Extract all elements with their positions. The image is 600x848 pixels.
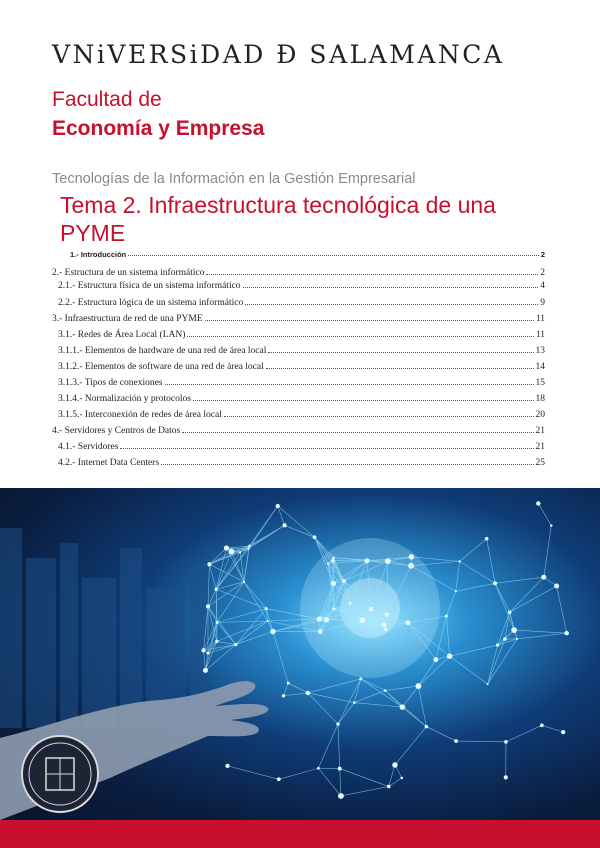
network-link bbox=[209, 564, 216, 589]
network-node bbox=[283, 523, 287, 527]
network-link bbox=[340, 769, 341, 796]
toc-entry-page: 15 bbox=[535, 378, 545, 388]
document-title: Tema 2. Infraestructura tecnológica de una PYME bbox=[60, 192, 496, 246]
network-link bbox=[283, 693, 307, 696]
network-node bbox=[206, 604, 210, 608]
toc-entry-label: 3.1.- Redes de Área Local (LAN) bbox=[58, 330, 186, 340]
network-node bbox=[496, 643, 499, 646]
toc-entry-page: 18 bbox=[535, 394, 545, 404]
network-node bbox=[487, 683, 489, 685]
toc-entry-label: 3.1.5.- Interconexión de redes de área local bbox=[58, 410, 222, 420]
network-node bbox=[359, 677, 362, 680]
toc-entry-label: 4.2.- Internet Data Centers bbox=[58, 458, 160, 468]
network-link bbox=[338, 703, 354, 724]
network-node bbox=[282, 694, 285, 697]
network-node bbox=[224, 545, 229, 550]
network-link bbox=[208, 582, 244, 607]
network-link bbox=[273, 632, 288, 684]
toc-entry[interactable] bbox=[70, 250, 545, 259]
network-link bbox=[236, 621, 268, 645]
toc-entry[interactable] bbox=[58, 442, 545, 452]
network-link bbox=[249, 525, 285, 548]
network-node bbox=[207, 562, 211, 566]
toc-entry-page: 21 bbox=[535, 442, 545, 452]
footer-bar bbox=[0, 820, 600, 848]
network-link bbox=[495, 583, 514, 630]
network-link bbox=[318, 768, 341, 796]
network-node bbox=[206, 652, 209, 655]
toc-entry[interactable] bbox=[52, 426, 545, 436]
toc-entry[interactable] bbox=[52, 314, 545, 324]
subject-name: Tecnologías de la Información en la Gestión Empresarial bbox=[52, 171, 416, 187]
network-link bbox=[354, 691, 385, 703]
network-node bbox=[493, 581, 497, 585]
toc-entry-page: 9 bbox=[540, 298, 545, 308]
toc-entry-page: 14 bbox=[535, 362, 545, 372]
network-node bbox=[267, 620, 269, 622]
toc-entry-page: 13 bbox=[535, 346, 545, 356]
university-name: VNiVERSiDAD Ð SALAMANCA bbox=[52, 40, 505, 69]
network-node bbox=[516, 638, 518, 640]
toc-entry-label: 3.1.2.- Elementos de software de una red de área local bbox=[58, 362, 264, 372]
network-graphic bbox=[0, 488, 600, 820]
network-link bbox=[495, 583, 510, 612]
network-link bbox=[395, 727, 426, 765]
network-node bbox=[406, 620, 411, 625]
network-node bbox=[511, 627, 517, 633]
network-link bbox=[487, 539, 495, 584]
network-link bbox=[460, 539, 487, 562]
toc-entry-page: 2 bbox=[540, 250, 545, 259]
network-link bbox=[217, 622, 236, 644]
network-node bbox=[540, 723, 544, 727]
network-node bbox=[369, 607, 373, 611]
network-link bbox=[510, 586, 557, 612]
network-link bbox=[217, 621, 268, 622]
network-node bbox=[317, 616, 322, 621]
toc-entry-label: 2.1.- Estructura física de un sistema informático bbox=[58, 281, 241, 291]
network-node bbox=[382, 623, 387, 628]
network-node bbox=[541, 575, 546, 580]
network-node bbox=[332, 556, 335, 559]
network-node bbox=[561, 730, 565, 734]
network-node bbox=[384, 612, 388, 616]
network-link bbox=[318, 724, 338, 768]
network-link bbox=[249, 506, 278, 549]
network-link bbox=[446, 591, 455, 616]
network-node bbox=[215, 640, 218, 643]
network-node bbox=[265, 607, 268, 610]
network-link bbox=[228, 766, 279, 779]
network-link bbox=[308, 693, 354, 703]
network-node bbox=[485, 537, 489, 541]
network-node bbox=[276, 504, 280, 508]
network-node bbox=[318, 629, 323, 634]
toc-entry-label: 3.1.3.- Tipos de conexiones bbox=[58, 378, 163, 388]
network-link bbox=[308, 693, 338, 724]
network-link bbox=[538, 503, 551, 525]
network-node bbox=[215, 621, 218, 624]
network-node bbox=[392, 762, 397, 767]
toc-entry[interactable] bbox=[58, 458, 545, 468]
network-node bbox=[415, 683, 421, 689]
network-node bbox=[324, 617, 329, 622]
toc-entry[interactable] bbox=[58, 346, 545, 356]
network-link bbox=[354, 679, 361, 703]
network-link bbox=[450, 645, 498, 656]
toc-entry[interactable] bbox=[58, 410, 545, 420]
network-link bbox=[456, 741, 506, 742]
network-node bbox=[201, 648, 205, 652]
network-node bbox=[387, 785, 391, 789]
network-node bbox=[225, 764, 229, 768]
network-node bbox=[331, 559, 335, 563]
network-node bbox=[331, 581, 336, 586]
network-link bbox=[495, 577, 544, 583]
network-link bbox=[315, 537, 334, 557]
toc-entry[interactable] bbox=[58, 394, 545, 404]
network-node bbox=[332, 607, 335, 610]
toc-entry[interactable] bbox=[58, 362, 545, 372]
network-link bbox=[456, 561, 460, 591]
network-node bbox=[353, 701, 356, 704]
network-link bbox=[209, 564, 244, 582]
network-link bbox=[385, 686, 418, 690]
network-node bbox=[550, 524, 552, 526]
toc-entry-page: 11 bbox=[535, 314, 545, 324]
network-node bbox=[317, 767, 320, 770]
toc-entry-label: 3.1.4.- Normalización y protocolos bbox=[58, 394, 191, 404]
network-node bbox=[248, 547, 250, 549]
faculty-line-2: Economía y Empresa bbox=[52, 117, 265, 140]
network-node bbox=[385, 558, 391, 564]
network-link bbox=[341, 786, 389, 796]
network-link bbox=[361, 679, 385, 691]
network-link bbox=[285, 525, 315, 537]
network-link bbox=[446, 616, 449, 656]
network-node bbox=[287, 682, 290, 685]
network-node bbox=[277, 777, 281, 781]
toc-entry-label: 3.1.1.- Elementos de hardware de una red de área local bbox=[58, 346, 267, 356]
network-node bbox=[445, 615, 448, 618]
network-link bbox=[517, 633, 567, 639]
network-link bbox=[402, 686, 418, 707]
network-link bbox=[308, 679, 361, 693]
network-node bbox=[384, 689, 387, 692]
toc-entry-label: 4.1.- Servidores bbox=[58, 442, 119, 452]
toc-entry-label: 1.- Introducción bbox=[70, 250, 127, 259]
toc-entry-label: 2.2.- Estructura lógica de un sistema informático bbox=[58, 298, 244, 308]
network-node bbox=[454, 739, 458, 743]
network-link bbox=[450, 656, 488, 684]
network-node bbox=[313, 535, 317, 539]
network-link bbox=[488, 645, 498, 684]
network-link bbox=[418, 660, 435, 686]
network-link bbox=[557, 586, 567, 633]
faculty-line-1: Facultad de bbox=[52, 88, 162, 111]
toc-entry-page: 21 bbox=[535, 426, 545, 436]
network-node bbox=[342, 579, 346, 583]
network-link bbox=[542, 725, 563, 732]
toc-entry[interactable] bbox=[52, 268, 545, 278]
network-node bbox=[400, 704, 406, 710]
toc-entry-page: 2 bbox=[540, 268, 545, 278]
network-link bbox=[279, 768, 319, 779]
network-link bbox=[283, 683, 288, 696]
network-node bbox=[336, 722, 339, 725]
network-node bbox=[455, 590, 457, 592]
network-link bbox=[361, 679, 403, 707]
network-link bbox=[460, 561, 495, 583]
toc-entry-label: 2.- Estructura de un sistema informático bbox=[52, 268, 205, 278]
network-node bbox=[433, 657, 438, 662]
network-node bbox=[365, 558, 370, 563]
toc-entry-page: 4 bbox=[540, 281, 545, 291]
network-node bbox=[338, 793, 344, 799]
network-node bbox=[243, 581, 245, 583]
toc-entry-page: 11 bbox=[535, 330, 545, 340]
network-link bbox=[544, 526, 551, 578]
network-link bbox=[288, 683, 308, 693]
network-node bbox=[554, 583, 559, 588]
network-node bbox=[503, 637, 507, 641]
toc-entry[interactable] bbox=[58, 330, 545, 340]
network-node bbox=[458, 560, 460, 562]
network-link bbox=[354, 703, 402, 707]
network-link bbox=[217, 609, 266, 623]
network-node bbox=[400, 777, 403, 780]
university-seal-icon bbox=[22, 736, 98, 812]
network-link bbox=[510, 577, 544, 612]
network-node bbox=[409, 554, 415, 560]
network-image bbox=[0, 488, 600, 820]
network-node bbox=[564, 631, 568, 635]
network-link bbox=[340, 769, 389, 787]
network-link bbox=[217, 641, 236, 644]
toc-entry-label: 3.- Infraestructura de red de una PYME bbox=[52, 314, 203, 324]
network-link bbox=[426, 727, 456, 741]
network-node bbox=[215, 588, 218, 591]
toc-entry-page: 20 bbox=[535, 410, 545, 420]
toc-entry-page: 25 bbox=[535, 458, 545, 468]
network-link bbox=[514, 630, 567, 633]
network-node bbox=[327, 563, 329, 565]
network-node bbox=[384, 628, 387, 631]
network-node bbox=[234, 643, 237, 646]
network-node bbox=[349, 602, 352, 605]
network-node bbox=[229, 549, 235, 555]
toc-entry-label: 4.- Servidores y Centros de Datos bbox=[52, 426, 181, 436]
network-link bbox=[506, 725, 542, 742]
network-node bbox=[504, 740, 508, 744]
network-link bbox=[498, 639, 517, 645]
network-node bbox=[447, 653, 453, 659]
network-link bbox=[456, 583, 495, 591]
network-node bbox=[239, 551, 241, 553]
network-node bbox=[504, 775, 508, 779]
toc-entry[interactable] bbox=[58, 298, 545, 308]
network-link bbox=[338, 724, 340, 769]
network-node bbox=[203, 668, 208, 673]
network-node bbox=[306, 691, 311, 696]
network-node bbox=[508, 610, 512, 614]
network-node bbox=[248, 545, 251, 548]
toc-entry[interactable] bbox=[58, 281, 545, 291]
network-node bbox=[338, 767, 342, 771]
network-node bbox=[270, 629, 276, 635]
network-node bbox=[408, 563, 414, 569]
toc-entry[interactable] bbox=[58, 378, 545, 388]
network-node bbox=[536, 501, 540, 505]
network-node bbox=[359, 617, 365, 623]
network-node bbox=[425, 725, 429, 729]
